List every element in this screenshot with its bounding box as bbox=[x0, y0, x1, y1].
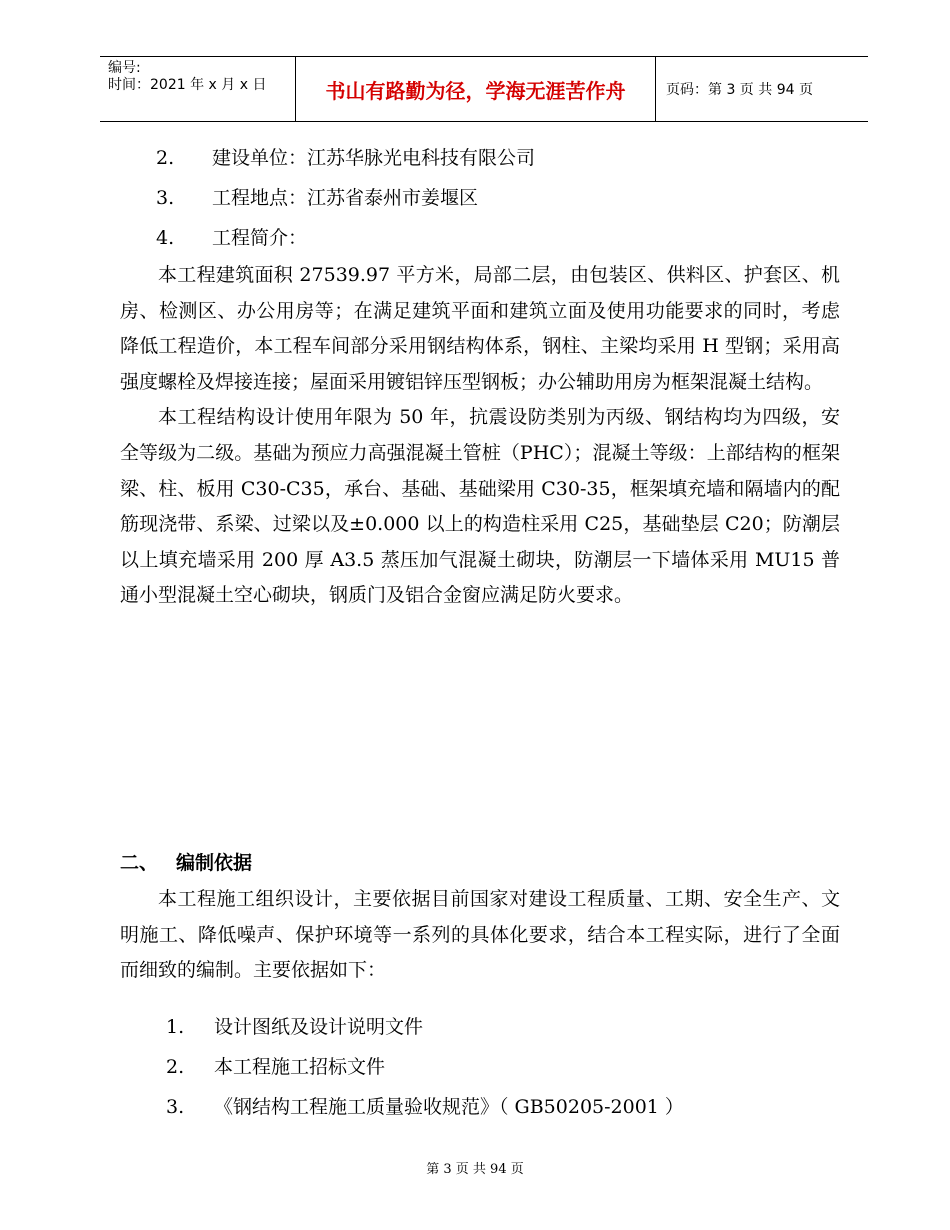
basis-list-item bbox=[166, 1052, 385, 1079]
page-footer: 第 3 页 共 94 页 bbox=[426, 1162, 524, 1177]
header-time-label: 时间：2021 年 x 月 x 日 bbox=[108, 77, 267, 93]
project-info-item bbox=[156, 223, 307, 250]
intro-paragraph: 本工程建筑面积 27539.97 平方米，局部二层，由包装区、供料区、护套区、机房、检测区、办公用房等；在满足建筑平面和建筑立面及使用功能要求的同时，考虑降低工程造价，本工程车间部分采用钢结构体系，钢柱、主梁均采用 H 型钢；采用高强度螺栓及焊接连接；屋面采用镀铝锌压型钢板；办公辅助用房为框架混凝土结构。 bbox=[120, 264, 840, 393]
item-text: 工程地点：江苏省泰州市姜堰区 bbox=[212, 187, 479, 209]
item-text: 《钢结构工程施工质量验收规范》（ GB50205-2001 ） bbox=[214, 1096, 684, 1118]
page-header bbox=[100, 56, 868, 122]
item-number: 3. bbox=[166, 1096, 185, 1118]
item-text: 工程简介： bbox=[212, 227, 308, 249]
header-number-label: 编号: bbox=[108, 60, 141, 76]
project-info-item bbox=[156, 143, 535, 170]
intro-section bbox=[120, 258, 840, 614]
basis-paragraph: 本工程施工组织设计，主要依据目前国家对建设工程质量、工期、安全生产、文明施工、降低噪声、保护环境等一系列的具体化要求，结合本工程实际，进行了全面而细致的编制。主要依据如下： bbox=[120, 888, 840, 982]
header-meta bbox=[100, 57, 296, 121]
intro-paragraph: 本工程结构设计使用年限为 50 年，抗震设防类别为丙级、钢结构均为四级，安全等级为二级。基础为预应力高强混凝土管桩（PHC）；混凝土等级：上部结构的框架梁、柱、板用 C30-C35，承台、基础、基础梁用 C30-35，框架填充墙和隔墙内的配筋现浇带、系梁、过梁以及±0.000 以上的构造柱采用 C25，基础垫层 C20；防潮层以上填充墙采用 200 厚 A3.5 蒸压加气混凝土砌块，防潮层一下墙体采用 MU15 普通小型混凝土空心砌块，钢质门及铝合金窗应满足防火要求。 bbox=[120, 406, 840, 607]
item-number: 3. bbox=[156, 187, 175, 209]
item-text: 建设单位：江苏华脉光电科技有限公司 bbox=[212, 147, 536, 169]
item-text: 设计图纸及设计说明文件 bbox=[214, 1016, 424, 1038]
project-info-item bbox=[156, 183, 478, 210]
basis-list-item bbox=[166, 1092, 684, 1119]
section-number: 二、 bbox=[120, 852, 159, 874]
item-number: 4. bbox=[156, 227, 175, 249]
item-number: 2. bbox=[156, 147, 175, 169]
item-number: 2. bbox=[166, 1056, 185, 1078]
section-heading bbox=[120, 848, 252, 875]
header-motto: 书山有路勤为径，学海无涯苦作舟 bbox=[296, 57, 656, 121]
item-text: 本工程施工招标文件 bbox=[214, 1056, 386, 1078]
basis-section bbox=[120, 882, 840, 989]
basis-list-item bbox=[166, 1012, 423, 1039]
section-title: 编制依据 bbox=[176, 852, 253, 874]
header-page-info: 页码：第 3 页 共 94 页 bbox=[666, 82, 813, 98]
item-number: 1. bbox=[166, 1016, 185, 1038]
